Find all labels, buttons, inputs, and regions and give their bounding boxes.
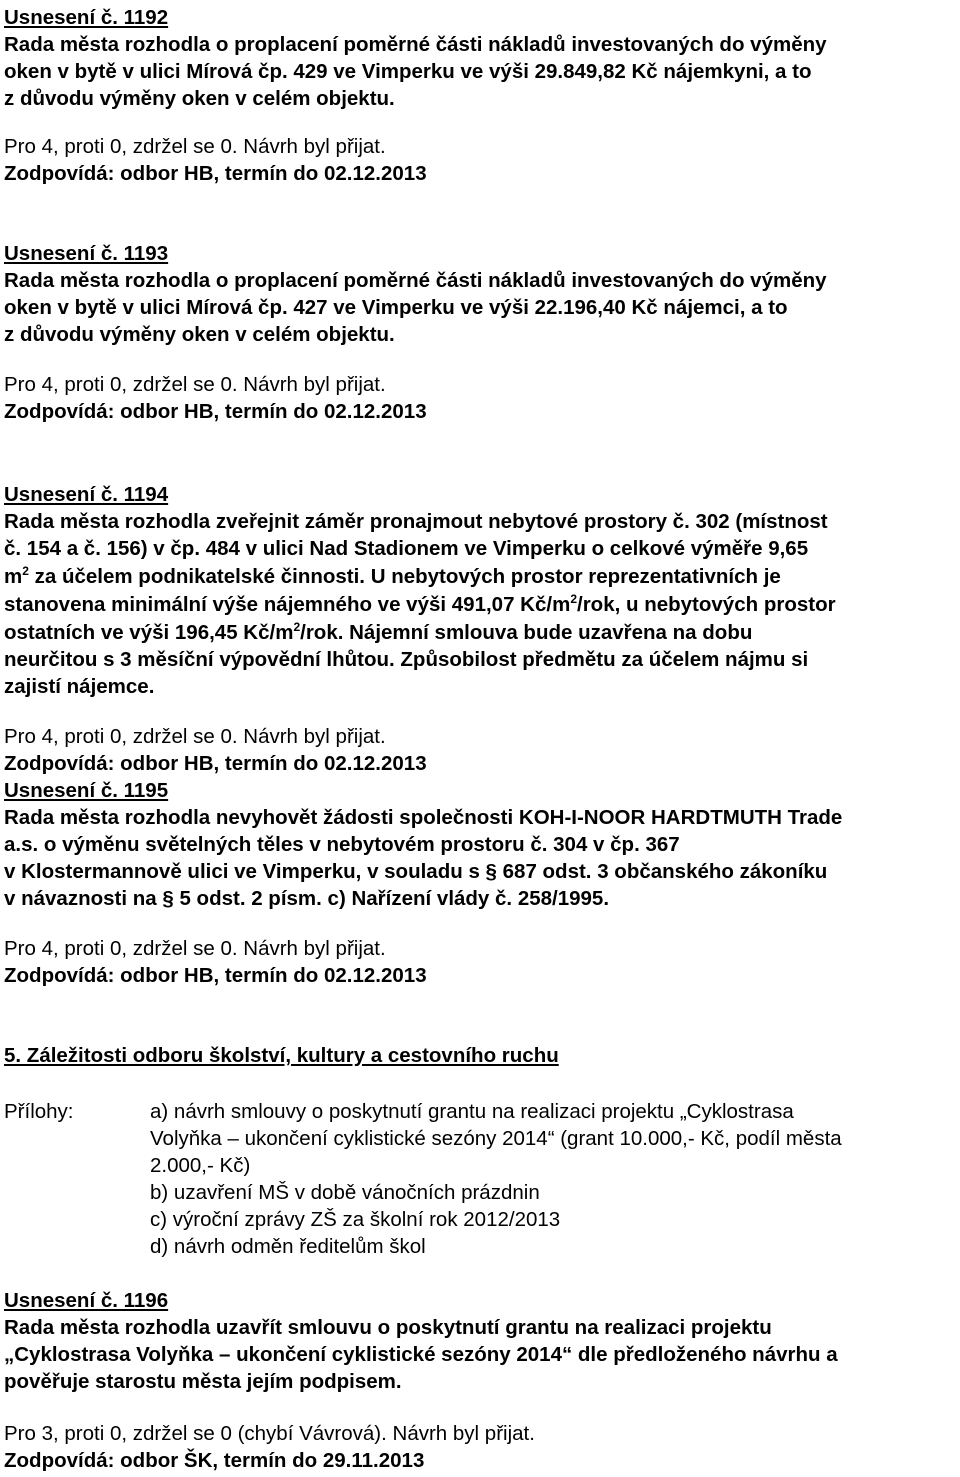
resolution-text-line: oken v bytě v ulici Mírová čp. 427 ve Vimperku ve výši 22.196,40 Kč nájemci, a to bbox=[4, 296, 788, 319]
resolution-text-line: Rada města rozhodla uzavřít smlouvu o poskytnutí grantu na realizaci projektu bbox=[4, 1316, 772, 1339]
resolution-text-line: stanovena minimální výše nájemného ve výši 491,07 $Kč/m^2$/rok, u nebytových prostor bbox=[4, 592, 836, 616]
resolution-text-line: z důvodu výměny oken v celém objektu. bbox=[4, 323, 395, 346]
resolution-text-line: zajistí nájemce. bbox=[4, 675, 155, 698]
resolution-heading: Usnesení č. 1192 bbox=[4, 6, 169, 29]
resolution-text-line: neurčitou s 3 měsíční výpovědní lhůtou. Způsobilost předmětu za účelem nájmu si bbox=[4, 648, 809, 671]
attachment-item: c) výroční zprávy ZŠ za školní rok 2012/2013 bbox=[150, 1208, 561, 1231]
resolution-text-line: v návaznosti na § 5 odst. 2 písm. c) Nařízení vlády č. 258/1995. bbox=[4, 887, 610, 910]
resolution-text-line: „Cyklostrasa Volyňka – ukončení cyklistické sezóny 2014“ dle předloženého návrhu a bbox=[4, 1343, 838, 1366]
resolution-heading: Usnesení č. 1196 bbox=[4, 1289, 169, 1312]
resolution-text-line: Rada města rozhodla zveřejnit záměr pronajmout nebytové prostory č. 302 (místnost bbox=[4, 510, 828, 533]
section-title: 5. Záležitosti odboru školství, kultury a cestovního ruchu bbox=[4, 1044, 559, 1067]
responsibility: Zodpovídá: odbor HB, termín do 02.12.2013 bbox=[4, 400, 427, 423]
attachment-item: 2.000,- Kč) bbox=[150, 1154, 251, 1177]
resolution-text-line: Rada města rozhodla nevyhovět žádosti společnosti KOH-I-NOOR HARDTMUTH Trade bbox=[4, 806, 843, 829]
vote-result: Pro 4, proti 0, zdržel se 0. Návrh byl přijat. bbox=[4, 937, 386, 960]
responsibility: Zodpovídá: odbor HB, termín do 02.12.2013 bbox=[4, 964, 427, 987]
resolution-text-line: v Klostermannově ulici ve Vimperku, v souladu s § 687 odst. 3 občanského zákoníku bbox=[4, 860, 828, 883]
resolution-text-line: Rada města rozhodla o proplacení poměrné části nákladů investovaných do výměny bbox=[4, 33, 827, 56]
resolution-heading: Usnesení č. 1195 bbox=[4, 779, 169, 802]
resolution-heading: Usnesení č. 1194 bbox=[4, 483, 169, 506]
resolution-text-line: ostatních ve výši 196,45 $Kč/m^2$/rok. Nájemní smlouva bude uzavřena na dobu bbox=[4, 620, 753, 644]
attachment-item: b) uzavření MŠ v době vánočních prázdnin bbox=[150, 1181, 540, 1204]
attachments-label: Přílohy: bbox=[4, 1100, 74, 1123]
resolution-text-line: pověřuje starostu města jejím podpisem. bbox=[4, 1370, 402, 1393]
attachment-item: a) návrh smlouvy o poskytnutí grantu na realizaci projektu „Cyklostrasa bbox=[150, 1100, 794, 1123]
attachment-item: d) návrh odměn ředitelům škol bbox=[150, 1235, 426, 1258]
vote-result: Pro 3, proti 0, zdržel se 0 (chybí Vávrová). Návrh byl přijat. bbox=[4, 1422, 535, 1445]
resolution-text-line: oken v bytě v ulici Mírová čp. 429 ve Vimperku ve výši 29.849,82 Kč nájemkyni, a to bbox=[4, 60, 812, 83]
resolution-text-line: $m^2$ za účelem podnikatelské činnosti. U nebytových prostor reprezentativních je bbox=[4, 564, 781, 588]
resolution-text-line: a.s. o výměnu světelných těles v nebytovém prostoru č. 304 v čp. 367 bbox=[4, 833, 680, 856]
resolution-text-line: z důvodu výměny oken v celém objektu. bbox=[4, 87, 395, 110]
vote-result: Pro 4, proti 0, zdržel se 0. Návrh byl přijat. bbox=[4, 725, 386, 748]
resolution-heading: Usnesení č. 1193 bbox=[4, 242, 169, 265]
vote-result: Pro 4, proti 0, zdržel se 0. Návrh byl přijat. bbox=[4, 135, 386, 158]
responsibility: Zodpovídá: odbor ŠK, termín do 29.11.2013 bbox=[4, 1449, 425, 1472]
responsibility: Zodpovídá: odbor HB, termín do 02.12.2013 bbox=[4, 752, 427, 775]
attachment-item: Volyňka – ukončení cyklistické sezóny 2014“ (grant 10.000,- Kč, podíl města bbox=[150, 1127, 842, 1150]
resolution-text-line: č. 154 a č. 156) v čp. 484 v ulici Nad Stadionem ve Vimperku o celkové výměře 9,65 bbox=[4, 537, 809, 560]
responsibility: Zodpovídá: odbor HB, termín do 02.12.2013 bbox=[4, 162, 427, 185]
vote-result: Pro 4, proti 0, zdržel se 0. Návrh byl přijat. bbox=[4, 373, 386, 396]
resolution-text-line: Rada města rozhodla o proplacení poměrné části nákladů investovaných do výměny bbox=[4, 269, 827, 292]
